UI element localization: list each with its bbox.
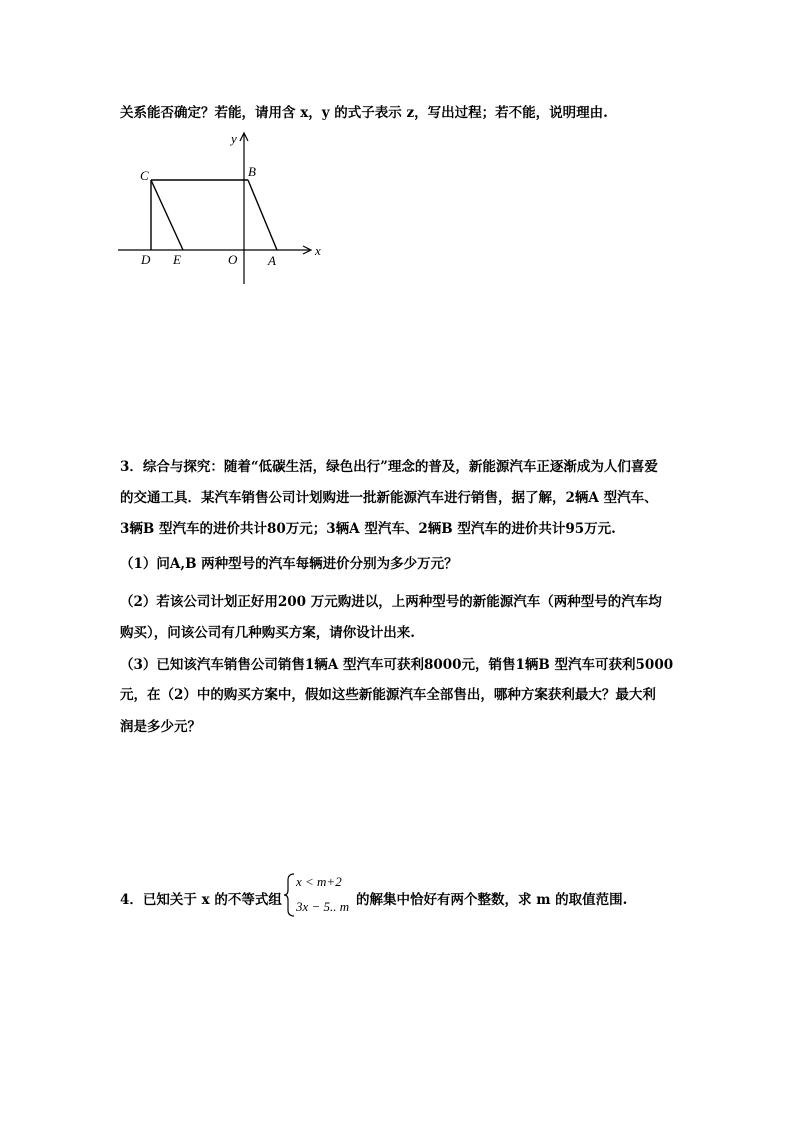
q3-part-3-line-2: 元，在（2）中的购买方案中，假如这些新能源汽车全部售出，哪种方案获利最大？最大利 bbox=[120, 687, 656, 703]
q3-part-2-line-1: （2）若该公司计划正好用200 万元购进以，上两种型号的新能源汽车（两种型号的汽车均 bbox=[120, 594, 662, 610]
label-x: x bbox=[315, 243, 321, 258]
label-d: D bbox=[141, 252, 151, 267]
segment-ba bbox=[248, 180, 277, 250]
segment-ce bbox=[151, 180, 183, 250]
q3-intro-line-1: 3．综合与探究：随着“低碳生活，绿色出行”理念的普及，新能源汽车正逐渐成为人们喜爱 bbox=[120, 459, 658, 475]
label-e: E bbox=[173, 252, 181, 267]
q3-part-1: （1）问A,B 两种型号的汽车每辆进价分别为多少万元？ bbox=[120, 556, 458, 572]
q3-part-2-line-2: 购买），问该公司有几种购买方案，请你设计出来. bbox=[120, 625, 415, 641]
q3-intro-line-3: 3辆B 型汽车的进价共计80万元；3辆A 型汽车、2辆B 型汽车的进价共计95万元. bbox=[120, 521, 616, 537]
label-b: B bbox=[248, 164, 256, 179]
system-brace bbox=[282, 872, 296, 918]
inequality-1: x < m+2 bbox=[296, 874, 342, 889]
q3-part-3-line-1: （3）已知该汽车销售公司销售1辆A 型汽车可获利8000元，销售1辆B 型汽车可获利5000 bbox=[120, 657, 674, 673]
label-o: O bbox=[228, 252, 238, 267]
label-y: y bbox=[231, 131, 237, 146]
q4-suffix: 的解集中恰好有两个整数，求 m 的取值范围. bbox=[356, 892, 628, 908]
question-2-tail: 关系能否确定？若能，请用含 x，y 的式子表示 z，写出过程；若不能，说明理由. bbox=[120, 105, 608, 121]
coordinate-figure bbox=[110, 128, 330, 288]
inequality-2: 3x − 5.. m bbox=[296, 899, 350, 914]
q3-part-3-line-3: 润是多少元？ bbox=[120, 719, 201, 735]
label-a: A bbox=[268, 253, 276, 268]
q3-intro-line-2: 的交通工具．某汽车销售公司计划购进一批新能源汽车进行销售，据了解，2辆A 型汽车、 bbox=[120, 490, 658, 506]
label-c: C bbox=[140, 168, 149, 183]
q4-prefix: 4．已知关于 x 的不等式组 bbox=[120, 892, 282, 908]
